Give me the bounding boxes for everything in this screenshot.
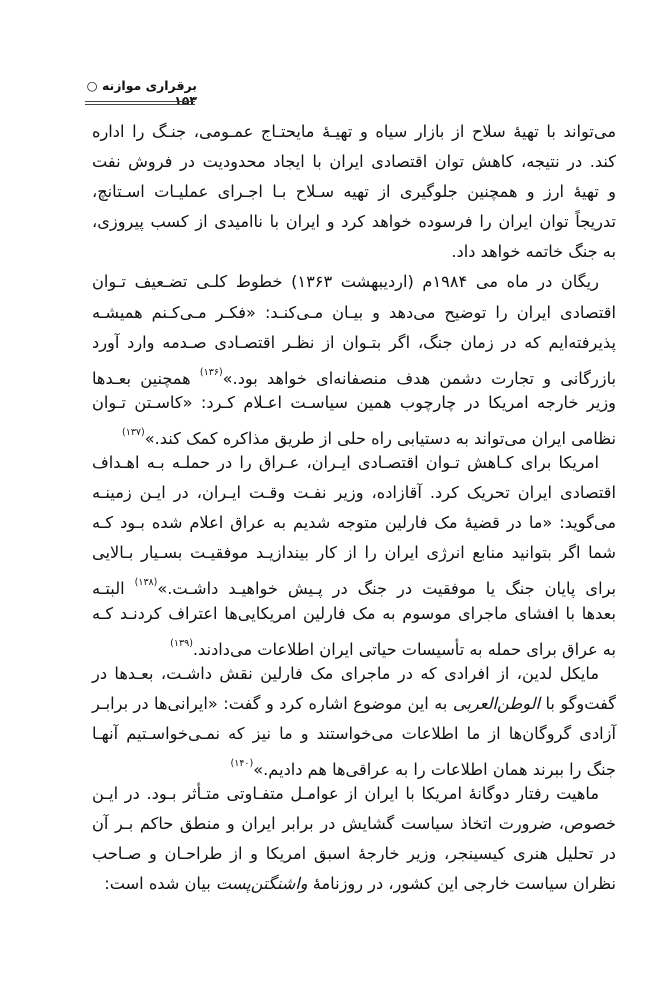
text-line	[92, 779, 616, 809]
text-segment: گفت‌وگو با	[540, 693, 617, 713]
text-segment: کند. در نتیجه، کاهش توان اقتصادی ایران با ایجاد محدودیت در فروش نفت	[92, 152, 616, 172]
text-segment: جنگ را ببرند همان اطلاعات را به عراقی‌ها هم دادیم.»	[253, 759, 616, 779]
text-segment: نظامی ایران می‌تواند به دستیابی راه حلی از طریق مذاکره کمک کند.»	[144, 428, 616, 448]
text-segment: برای پایان جنگ یا موفقیت در جنگ در پـیش خواهیـد داشـت.»	[157, 579, 617, 599]
circle-separator-icon: ○	[86, 78, 98, 93]
footnote-ref: (۱۳۷)	[122, 426, 145, 438]
text-segment: مایکل لدین، از افرادی که در ماجرای مک فارلین نقش داشـت، بعـدها در	[92, 663, 599, 683]
text-line	[92, 568, 616, 598]
text-line	[92, 418, 616, 448]
footnote-ref: (۱۳۸)	[134, 577, 158, 589]
text-line	[92, 147, 616, 177]
text-line	[92, 237, 616, 267]
text-segment: شما اگر بتوانید منابع انرژی ایران را از کار بیندازیـد موفقیـت بسـیار بـالایی	[92, 543, 616, 563]
text-segment: خصوص، ضرورت اتخاذ سیاست گشایش در برابر ایران و منطق حاکم بـر آن	[92, 814, 616, 834]
footnote-ref: (۱۳۹)	[170, 637, 193, 649]
text-segment: بعدها با افشای ماجرای موسوم به مک فارلین امریکایی‌ها اعتراف کردنـد کـه	[92, 603, 616, 623]
italic-title: الوطن‌العربی	[452, 693, 541, 713]
text-segment: در تحلیل هنری کیسینجر، وزیر خارجهٔ اسبق امریکا و از طراحـان و صـاحب	[92, 844, 616, 864]
header-rule	[85, 101, 195, 105]
text-line	[92, 298, 616, 328]
text-line	[92, 358, 616, 388]
italic-title: واشنگتن‌پست	[215, 874, 308, 894]
text-segment: اقتصادی ایران تحریک کرد. آقازاده، وزیر نفـت وقـت ایـران، در ایـن زمینـه	[92, 483, 616, 503]
text-line	[92, 267, 616, 297]
text-line	[92, 629, 616, 659]
text-segment: ماهیت رفتار دوگانهٔ امریکا با ایران از عوامـل متفـاوتی متـأثر بـود. در ایـن	[92, 784, 599, 804]
text-line	[92, 659, 616, 689]
text-segment: نظران سیاست خارجی این کشور، در روزنامهٔ	[307, 874, 616, 894]
text-segment: بیان شده است:	[104, 874, 216, 894]
text-line	[92, 599, 616, 629]
text-line	[92, 448, 616, 478]
text-segment: همچنین بعـدها	[92, 368, 200, 388]
text-segment: و تهیهٔ ارز و همچنین جلوگیری از تهیه سـلاح بـا اجـرای عملیـات اسـتانچ،	[92, 182, 616, 202]
text-segment: امریکا برای کـاهش تـوان اقتصـادی ایـران، عـراق را در حملـه بـه اهـداف	[92, 453, 599, 473]
footnote-ref: (۱۴۰)	[230, 757, 254, 769]
text-segment: به جنگ خاتمه خواهد داد.	[451, 242, 616, 262]
text-segment: البتـه	[92, 579, 135, 599]
text-line	[92, 869, 616, 899]
page-number: ۱۵۳	[174, 93, 197, 108]
text-segment: می‌تواند با تهیهٔ سلاح از بازار سیاه و تهیـهٔ مایحتـاج عمـومی، جنـگ را اداره	[92, 122, 616, 141]
text-segment: ریگان در ماه می ۱۹۸۴م (اردیبهشت ۱۳۶۳) خطوط کلـی تضـعیف تـوان	[92, 272, 599, 292]
text-line	[92, 207, 616, 237]
text-segment: به عراق برای حمله به تأسیسات حیاتی ایران اطلاعات می‌دادند.	[192, 639, 616, 659]
text-line	[92, 538, 616, 568]
text-segment: پذیرفته‌ایم که در زمان جنگ، اگر بتـوان از نظـر اقتصـادی صـدمه وارد آورد	[92, 332, 616, 352]
footnote-ref: (۱۳۶)	[199, 366, 223, 378]
text-line	[92, 719, 616, 749]
text-segment: بازرگانی و تجارت دشمن هدف منصفانه‌ای خواهد بود.»	[222, 368, 617, 388]
text-segment: اقتصادی ایران را توضیح می‌دهد و بیـان مـی‌کنـد: «فکـر مـی‌کـنم همیشـه	[92, 302, 616, 322]
text-line	[92, 689, 616, 719]
text-segment: آزادی گروگان‌ها از ما اطلاعات می‌خواستند و ما نیز که نمـی‌خواسـتیم آنهـا	[92, 723, 616, 743]
text-line	[92, 749, 616, 779]
text-line	[92, 328, 616, 358]
text-segment: وزیر خارجه امریکا در چارچوب همین سیاسـت اعـلام کـرد: «کاسـتن تـوان	[92, 392, 616, 412]
text-line	[92, 809, 616, 839]
text-line	[92, 388, 616, 418]
text-line	[92, 177, 616, 207]
text-segment: به این موضوع اشاره کرد و گفت: «ایرانی‌ها در برابـر	[92, 693, 453, 713]
text-line	[92, 508, 616, 538]
text-line	[92, 117, 616, 147]
chapter-title: برقراری موازنه	[101, 78, 197, 93]
text-segment: می‌گوید: «ما در قضیهٔ مک فارلین متوجه شدیم به عراق اعلام شده بـود کـه	[92, 513, 616, 533]
text-segment: تدریجاً توان ایران را فرسوده خواهد کرد و ایران با ناامیدی از کسب پیروزی،	[92, 212, 616, 232]
text-line	[92, 478, 616, 508]
text-line	[92, 839, 616, 869]
body-text	[92, 117, 616, 899]
